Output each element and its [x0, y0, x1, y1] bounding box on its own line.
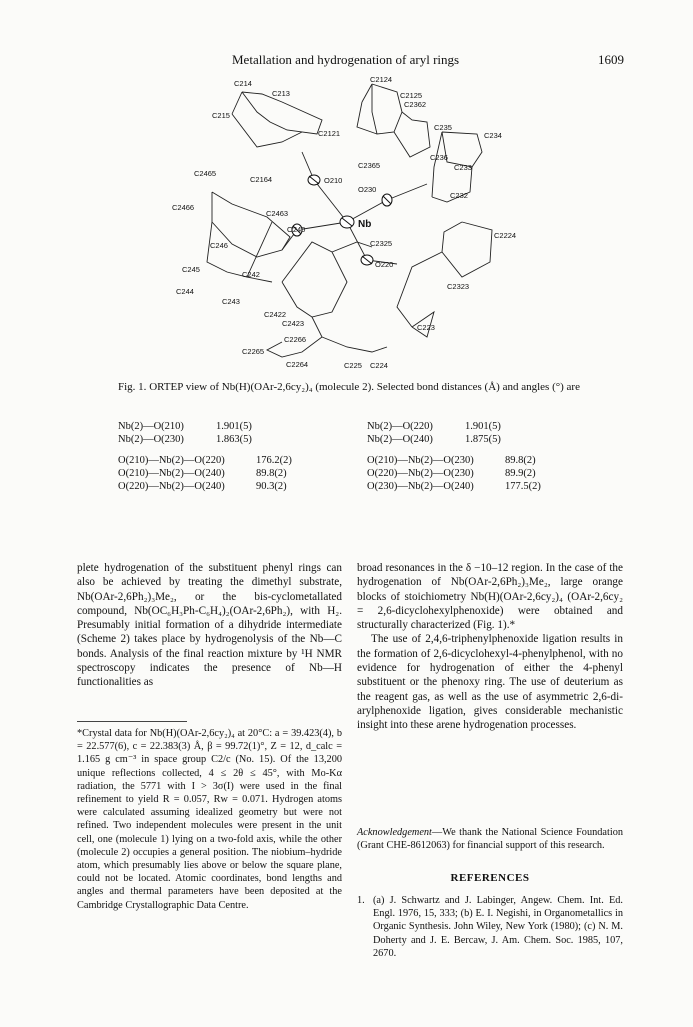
right-column	[357, 561, 623, 733]
atom-label-c2423: C2423	[282, 319, 305, 328]
geometry-right	[367, 420, 541, 493]
reference-number: 1.	[357, 895, 365, 906]
atom-label-c2224: C2224	[494, 231, 517, 240]
references-heading: REFERENCES	[450, 872, 530, 884]
geometry-row: Nb(2)—O(210) 1.901(5)	[118, 421, 252, 432]
atom-label-c244: C244	[176, 287, 194, 296]
atom-label-c214: C214	[234, 79, 252, 88]
atom-label-o210: O210	[324, 176, 343, 185]
acknowledgement-label: Acknowledgement	[357, 827, 432, 838]
atom-label-c246: C246	[210, 241, 228, 250]
geometry-row: O(210)—Nb(2)—O(230) 89.8(2)	[367, 455, 536, 466]
atom-label-c2323: C2323	[447, 282, 470, 291]
atom-label-c2422: C2422	[264, 310, 287, 319]
atom-label-c2365: C2365	[358, 161, 381, 170]
geometry-row: O(210)—Nb(2)—O(240) 89.8(2)	[118, 468, 287, 479]
geometry-row: Nb(2)—O(240) 1.875(5)	[367, 434, 501, 445]
geometry-left	[118, 420, 292, 493]
atom-label-c2466: C2466	[172, 203, 195, 212]
ortep-drawing	[172, 72, 572, 372]
caption-text: ORTEP view of Nb(H)(OAr-2,6cy₂)₄ (molecule 2). Selected bond distances (Å) and angles (°) are	[149, 381, 580, 393]
atom-label-c2164: C2164	[250, 175, 273, 184]
body-paragraph: plete hydrogenation of the substituent phenyl rings can also be achieved by treating the dimethyl substrate, Nb(OAr-2,6Ph₂)₃Me₂, or the bis-cyclometallated compound, Nb(OC₆H₃Ph-C₆H₄)₂(OAr-2,6Ph₂), with H₂. Presumably initial formation of a dihydride intermediate (Scheme 2) takes place by hydrogenolysis of the Nb—C bonds. Analysis of the final reaction mixture by ¹H NMR spectroscopy indicates the presence of Nb—H functionalities as	[77, 562, 342, 689]
caption-prefix: Fig. 1.	[118, 381, 147, 393]
acknowledgement-text: —We thank the National Science Foundation (Grant CHE-8612063) for financial support of this research.	[357, 827, 623, 852]
atom-label-o240: O240	[287, 225, 306, 234]
body-paragraph: broad resonances in the δ −10–12 region. In the case of the hydrogenation of Nb(OAr-2,6Ph₂)₃Me₂, large orange blocks of stoichiometry Nb(H)(OAr-2,6cy₂)₄ (OAr-2,6cy₂ = 2,6-dicyclohexylphenoxide) were obtained and structurally characterized (Fig. 1).*	[357, 562, 623, 632]
page-number: 1609	[598, 52, 624, 67]
crystal-data-footnote: *Crystal data for Nb(H)(OAr-2,6cy₂)₄ at 20°C: a = 39.423(4), b = 22.577(6), c = 22.383(3) Å, β = 99.72(1)°, Z = 12, d_calc = 1.165 g cm⁻³ in space group C2/c (No. 15). Of the 13,200 unique reflections collected, 4 ≤ 2θ ≤ 45°, with Mo-Kα radiation, the 5771 with I > 3σ(I) were used in the final refinement to yield R = 0.057, Rw = 0.071. Hydrogen atoms were calculated assuming idealized geometry but were not refined. Two independent molecules were present in the unit cell, one (molecule 1) lying on a two-fold axis, while the other (molecule 2) occupies a general position. The niobium–hydride atom, which presumably lies above or below the square plane, could not be located. Atomic coordinates, bond lengths and angles and thermal parameters have been deposited at the Cambridge Crystallographic Data Centre.	[77, 728, 342, 911]
footnote-rule	[77, 721, 187, 722]
running-head: Metallation and hydrogenation of aryl rings	[232, 52, 460, 67]
atom-label-o230: O230	[358, 185, 377, 194]
atom-label-c2121: C2121	[318, 129, 341, 138]
geometry-row: O(220)—Nb(2)—O(240) 90.3(2)	[118, 481, 287, 492]
atom-label-c245: C245	[182, 265, 200, 274]
atom-label-c225: C225	[344, 361, 362, 370]
body-paragraph: The use of 2,4,6-triphenylphenoxide ligation results in the formation of 2,6-dicyclohexyl-4-phenylphenol, with no evidence for hydrogenation of either the 4-phenyl substituent or the phenoxy ring. The use of deuterium as the reagent gas, as well as the use of asymmetric 2,6-di-arylphenoxide ligation, gives considerable mechanistic insight into these arene hydrogenation processes.	[357, 633, 623, 732]
reference-list	[357, 894, 623, 960]
atom-label-c243: C243	[222, 297, 240, 306]
atom-label-c2463: C2463	[266, 209, 289, 218]
geometry-row: Nb(2)—O(230) 1.863(5)	[118, 434, 252, 445]
atom-label-c224: C224	[370, 361, 388, 370]
atom-label-c2264: C2264	[286, 360, 309, 369]
geometry-row: O(220)—Nb(2)—O(230) 89.9(2)	[367, 468, 536, 479]
atom-label-c2325: C2325	[370, 239, 393, 248]
atom-label-c223: C223	[417, 323, 435, 332]
atom-label-c213: C213	[272, 89, 290, 98]
ortep-figure	[172, 72, 572, 372]
geometry-row: O(210)—Nb(2)—O(220) 176.2(2)	[118, 455, 292, 466]
atom-label-c232: C232	[450, 191, 468, 200]
atom-label-c235: C235	[434, 123, 452, 132]
acknowledgement	[357, 826, 623, 852]
atom-label-c215: C215	[212, 111, 230, 120]
reference-item	[357, 894, 623, 960]
atom-label-c2124: C2124	[370, 75, 393, 84]
geometry-row: Nb(2)—O(220) 1.901(5)	[367, 421, 501, 432]
atom-label-c2465: C2465	[194, 169, 217, 178]
atom-label-c2125: C2125	[400, 91, 423, 100]
atom-label-c234: C234	[484, 131, 502, 140]
atom-label-o220: O220	[375, 260, 394, 269]
atom-label-c236: C236	[430, 153, 448, 162]
reference-text: (a) J. Schwartz and J. Labinger, Angew. Chem. Int. Ed. Engl. 1976, 15, 333; (b) E. I. Negishi, in Organometallics in Organic Synthesis. John Wiley, New York (1980); (c) N. M. Doherty and J. E. Bercaw, J. Am. Chem. Soc. 1985, 107, 2670.	[373, 895, 623, 959]
atom-label-c233: C233	[454, 163, 472, 172]
atom-label-c242: C242	[242, 270, 260, 279]
figure-caption	[118, 381, 618, 394]
atom-label-nb: Nb	[358, 219, 372, 230]
geometry-row: O(230)—Nb(2)—O(240) 177.5(2)	[367, 481, 541, 492]
atom-label-c2265: C2265	[242, 347, 265, 356]
atom-label-c2266: C2266	[284, 335, 307, 344]
left-column	[77, 561, 342, 690]
atom-label-c2362: C2362	[404, 100, 427, 109]
